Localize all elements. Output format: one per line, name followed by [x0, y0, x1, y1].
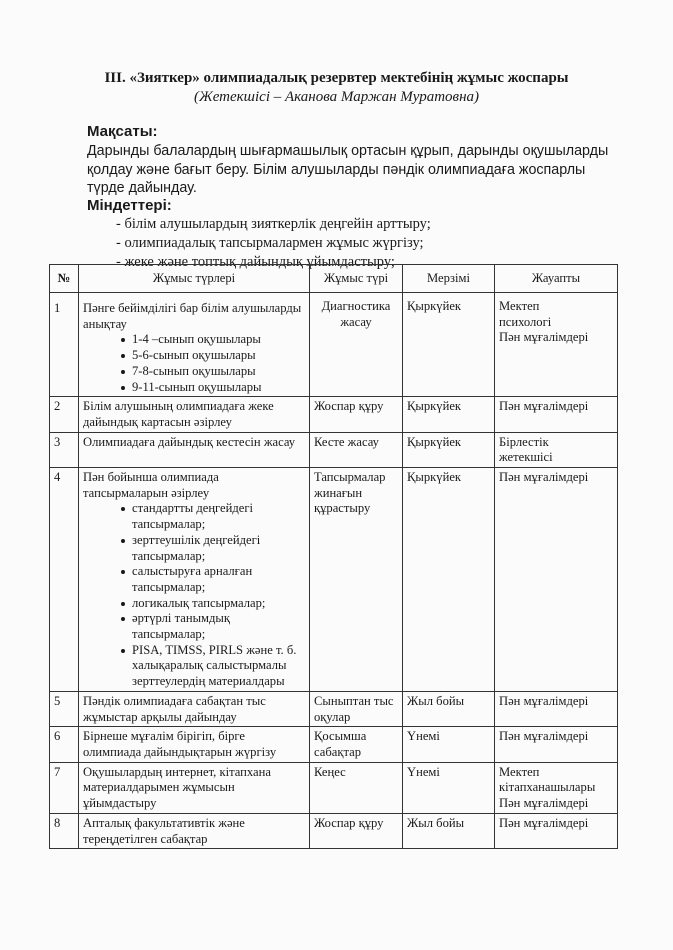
- row-term: Үнемі: [403, 762, 495, 813]
- row-term: Қыркүйек: [403, 397, 495, 432]
- table-header-row: [50, 265, 618, 293]
- work-plan-table: [49, 264, 618, 849]
- row-responsible: [495, 293, 618, 397]
- bullet-item: зерттеушілік деңгейдегі тапсырмалар;: [121, 533, 305, 564]
- table-row: [50, 468, 618, 692]
- responsible-line: Мектеп: [499, 299, 540, 313]
- bullet-item: PISA, TIMSS, PIRLS және т. б. халықаралық салыстырмалы зерттеулердің материалдары: [121, 643, 305, 690]
- row-number: 6: [50, 727, 79, 762]
- row-work: Апталық факультативтік және тереңдетілген сабақтар: [79, 813, 310, 848]
- table-row: [50, 691, 618, 726]
- header-work-types: Жұмыс түрлері: [79, 265, 310, 293]
- goal-line: қолдау және бағыт беру. Білім алушыларды пәндік олимпиадаға жоспарлы: [87, 161, 586, 178]
- goal-line: түрде дайындау.: [87, 180, 197, 196]
- row-work-text: Пән бойынша олимпиада тапсырмаларын әзірлеу: [83, 470, 219, 500]
- row-term: Қыркүйек: [403, 293, 495, 397]
- bullet-item: логикалық тапсырмалар;: [121, 596, 305, 612]
- task-item: - білім алушылардың зияткерлік деңгейін арттыру;: [116, 216, 431, 232]
- goal-line: Дарынды балалардың шығармашылық ортасын құрып, дарынды оқушыларды: [87, 143, 609, 159]
- responsible-line: Пән мұғалімдері: [499, 330, 589, 345]
- tasks-heading: Міндеттері:: [87, 197, 172, 214]
- row-responsible: [495, 762, 618, 813]
- row-responsible: Пән мұғалімдері: [495, 468, 618, 692]
- row-number: 7: [50, 762, 79, 813]
- row-work: [79, 293, 310, 397]
- bullet-item: 9-11-сынып оқушылары: [121, 380, 305, 396]
- table-row: [50, 397, 618, 432]
- bullet-item: салыстыруға арналған тапсырмалар;: [121, 564, 305, 595]
- row-number: 1: [50, 293, 79, 397]
- row-work: Оқушылардың интернет, кітапхана материалдарымен жұмысын ұйымдастыру: [79, 762, 310, 813]
- row-responsible: Пән мұғалімдері: [495, 397, 618, 432]
- responsible-line: Мектеп: [499, 764, 540, 779]
- row-type: Тапсырмалар жинағын құрастыру: [310, 468, 403, 692]
- table-row: [50, 293, 618, 397]
- row-responsible: Пән мұғалімдері: [495, 727, 618, 762]
- row-term: Жыл бойы: [403, 813, 495, 848]
- bullet-item: әртүрлі танымдық тапсырмалар;: [121, 611, 305, 642]
- row-type: Жоспар құру: [310, 397, 403, 432]
- table-row: [50, 432, 618, 467]
- responsible-line: жетекшісі: [499, 450, 553, 465]
- responsible-line: Бірлестік: [499, 434, 549, 449]
- row-work-text: Пәнге бейімділігі бар білім алушыларды анықтау: [83, 301, 302, 331]
- task-item: - олимпиадалық тапсырмалармен жұмыс жүргізу;: [116, 235, 424, 251]
- goal-heading: Мақсаты:: [87, 123, 158, 140]
- row-number: 5: [50, 691, 79, 726]
- row-type: Сыныптан тыс оқулар: [310, 691, 403, 726]
- row-type: Жоспар құру: [310, 813, 403, 848]
- row-type: Диагностика жасау: [310, 293, 403, 397]
- row-work: Олимпиадаға дайындық кестесін жасау: [79, 432, 310, 467]
- table-row: [50, 762, 618, 813]
- row-type: Кеңес: [310, 762, 403, 813]
- row-work: [79, 468, 310, 692]
- page-title: III. «Зияткер» олимпиадалық резервтер мектебінің жұмыс жоспары: [104, 70, 569, 86]
- row-term: Жыл бойы: [403, 691, 495, 726]
- row-type: Қосымша сабақтар: [310, 727, 403, 762]
- row-work: Пәндік олимпиадаға сабақтан тыс жұмыстар арқылы дайындау: [79, 691, 310, 726]
- bullet-item: 1-4 –сынып оқушылары: [121, 332, 305, 348]
- header-term: Мерзімі: [403, 265, 495, 293]
- row-number: 2: [50, 397, 79, 432]
- row-term: Қыркүйек: [403, 432, 495, 467]
- page-subtitle: (Жетекшісі – Аканова Маржан Муратовна): [193, 89, 479, 105]
- task-item: - жеке және топтық дайындық ұйымдастыру;: [116, 254, 395, 270]
- header-work-type: Жұмыс түрі: [310, 265, 403, 293]
- bullet-item: 5-6-сынып оқушылары: [121, 348, 305, 364]
- header-number: №: [50, 265, 79, 293]
- responsible-line: кітапханашылары: [499, 780, 596, 795]
- bullet-item: 7-8-сынып оқушылары: [121, 364, 305, 380]
- row-number: 4: [50, 468, 79, 692]
- row-responsible: Пән мұғалімдері: [495, 813, 618, 848]
- row-bullet-list: [83, 332, 305, 395]
- goal-text: [87, 142, 647, 198]
- row-bullet-list: [83, 501, 305, 689]
- row-term: Қыркүйек: [403, 468, 495, 692]
- row-number: 3: [50, 432, 79, 467]
- row-responsible: Пән мұғалімдері: [495, 691, 618, 726]
- row-type: Кесте жасау: [310, 432, 403, 467]
- header-responsible: Жауапты: [495, 265, 618, 293]
- bullet-item: стандартты деңгейдегі тапсырмалар;: [121, 501, 305, 532]
- row-responsible: [495, 432, 618, 467]
- row-term: Үнемі: [403, 727, 495, 762]
- responsible-line: Пән мұғалімдері: [499, 796, 589, 811]
- row-number: 8: [50, 813, 79, 848]
- table-row: [50, 813, 618, 848]
- row-work: Бірнеше мұғалім бірігіп, бірге олимпиада дайындықтарын жүргізу: [79, 727, 310, 762]
- responsible-line: психологі: [499, 314, 552, 329]
- table-row: [50, 727, 618, 762]
- row-work: Білім алушының олимпиадаға жеке дайындық картасын әзірлеу: [79, 397, 310, 432]
